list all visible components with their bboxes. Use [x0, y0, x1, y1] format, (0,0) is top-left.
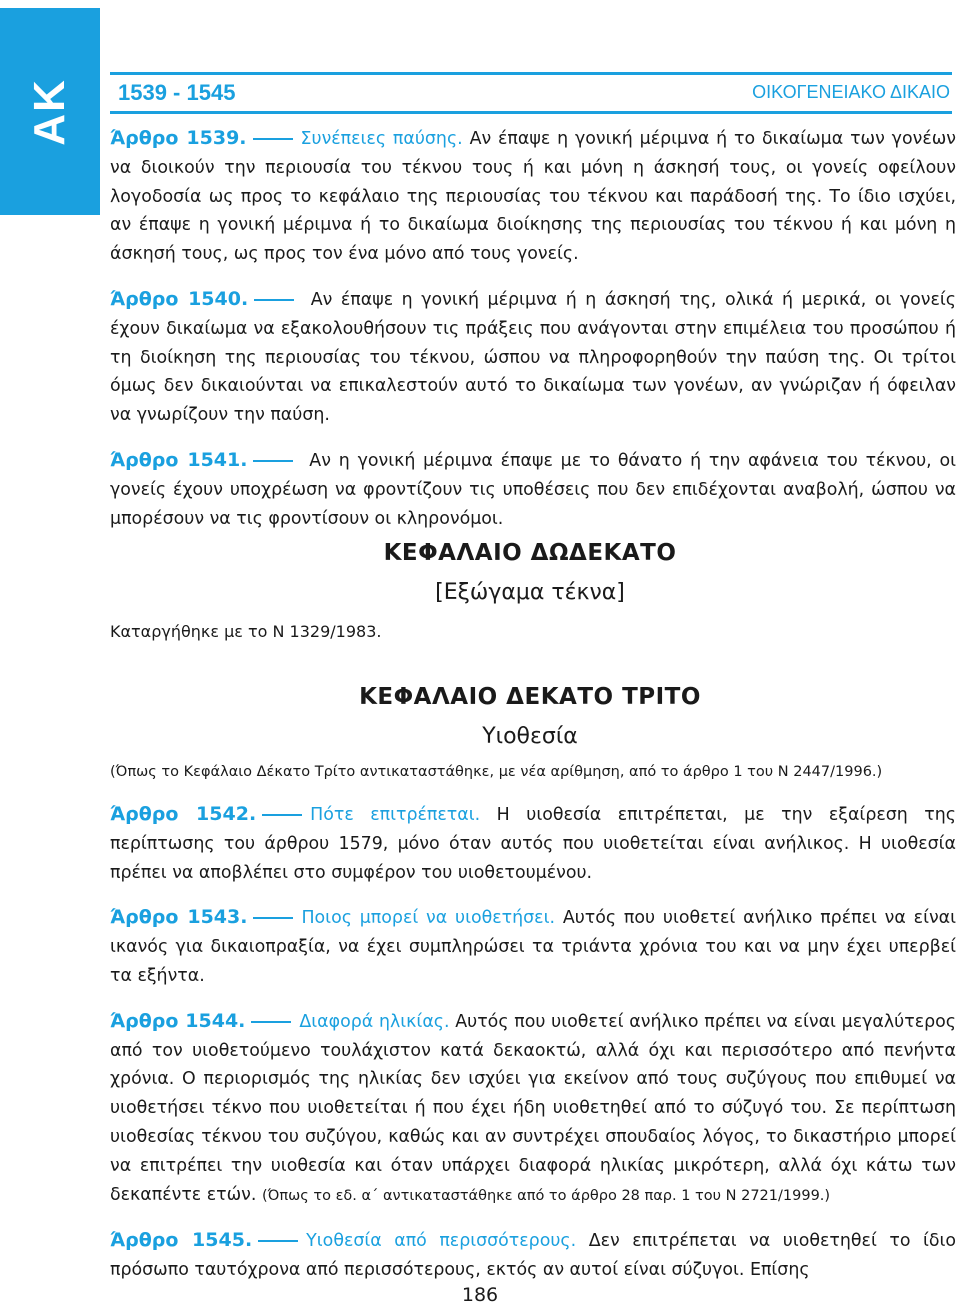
article-1539	[110, 124, 956, 269]
dash-rule	[253, 138, 293, 140]
articles-top	[110, 124, 956, 549]
article-text: Αν έπαψε η γονική μέριμνα ή το δικαίωμα των γονέων να διοικούν την περιουσία του τέκνου τους ή και μόνη η άσκησή τους, οι γονείς οφείλουν λογοδοσία ως προς το κεφάλαιο της περιουσίας του τέκνου και παράδοσή της. Το ίδιο ισχύει, αν έπαψε η γονική μέριμνα ή το δικαίωμα διοίκησης της περιουσίας του τέκνου ή και μόνη η άσκησή τους, ως προς τον ένα μόνο από τους γονείς.	[110, 129, 957, 265]
article-number: Άρθρο 1541.	[110, 448, 248, 471]
article-1545	[110, 1226, 956, 1285]
dash-rule	[253, 917, 293, 919]
article-text: Αν η γονική μέριμνα έπαψε με το θάνατο ή την αφάνεια του τέκνου, οι γονείς έχουν υποχρέωση να φροντίζουν τις υποθέσεις που δεν επιδέχονται αναβολή, ώσπου να μπορέσουν να τις φροντίσουν οι κληρονόμοι.	[110, 450, 957, 529]
article-number: Άρθρο 1545.	[110, 1229, 253, 1252]
page-number: 186	[461, 1284, 499, 1306]
section-tab-label: ΑΚ	[25, 77, 74, 146]
article-number: Άρθρο 1544.	[110, 1009, 246, 1032]
chapter-subtitle: Υιοθεσία	[482, 724, 578, 749]
section-tab	[0, 8, 100, 215]
section-title: ΟΙΚΟΓΕΝΕΙΑΚΟ ΔΙΚΑΙΟ	[752, 82, 950, 102]
article-text: Αυτός που υιοθετεί ανήλικο πρέπει να είναι ικανός για δικαιοπραξία, να έχει συμπληρώσει τα τριάντα χρόνια του και να μην έχει υπερβεί τα εξήντα.	[110, 908, 957, 986]
dash-rule	[253, 460, 293, 462]
article-text: Αν έπαψε η γονική μέριμνα ή η άσκησή της, ολικά ή μερικά, οι γονείς έχουν δικαίωμα να εξακολουθήσουν τις πράξεις που ανάγονται στην επιμέλεια του προσώπου ή τη διοίκηση της περιουσίας του τέκνου, ώσπου να πληροφορηθούν την παύση της. Οι τρίτοι όμως δεν δικαιούνται να επικαλεστούν αυτό το δικαίωμα των γονέων, αν γνώριζαν ή όφειλαν να γνωρίζουν την παύση.	[110, 289, 956, 426]
article-title: Υιοθεσία από περισσότερους.	[306, 1231, 577, 1252]
article-title: Ποιος μπορεί να υιοθετήσει.	[301, 908, 555, 929]
article-title: Διαφορά ηλικίας.	[299, 1011, 450, 1032]
dash-rule	[262, 814, 302, 816]
dash-rule	[251, 1021, 291, 1023]
article-1540	[110, 285, 956, 430]
article-text: Αυτός που υιοθετεί ανήλικο πρέπει να είναι μεγαλύτερος από τον υιοθετούμενο τουλάχιστον κατά δεκαοκτώ, αλλά όχι και περισσότερο από πενήντα χρόνια. Ο περιορισμός της ηλικίας δεν ισχύει για εκείνον από τους συζύγους που επιθυμεί να υιοθετήσει τέκνο που υιοθετείται ή που έχει ήδη υιοθετηθεί από το σύζυγό του. Σε περίπτωση υιοθεσίας τέκνου του συζύγου, καθώς και αν συντρέχει σπουδαίος λόγος, το δικαστήριο μπορεί να επιτρέπει την υιοθεσία και όταν υπάρχει διαφορά ηλικίας μικρότερη, αλλά όχι κάτω των δεκαπέντε ετών.	[110, 1011, 957, 1205]
article-number: Άρθρο 1539.	[110, 127, 247, 149]
chapter-amendment-note: (Όπως το Κεφάλαιο Δέκατο Τρίτο αντικαταστάθηκε, με νέα αρίθμηση, από το άρθρο 1 του Ν 2447/1996.)	[110, 764, 883, 780]
dash-rule	[254, 299, 294, 301]
amendment-note: (Όπως το εδ. α΄ αντικαταστάθηκε από το άρθρο 28 παρ. 1 του Ν 2721/1999.)	[261, 1187, 831, 1204]
repealed-note: Καταργήθηκε με το Ν 1329/1983.	[110, 622, 382, 641]
dash-rule	[258, 1240, 298, 1242]
article-text: Η υιοθεσία επιτρέπεται, με την εξαίρεση της περίπτωσης του άρθρου 1579, μόνο όταν αυτός που υιοθετείται είναι ανήλικος. Η υιοθεσία πρέπει να αποβλέπει στο συμφέρον του υιοθετουμένου.	[110, 805, 957, 883]
article-title: Πότε επιτρέπεται.	[310, 805, 481, 825]
article-number: Άρθρο 1540.	[110, 287, 249, 310]
article-1544	[110, 1007, 956, 1211]
chapter-title: ΚΕΦΑΛΑΙΟ ΔΕΚΑΤΟ ΤΡΙΤΟ	[359, 684, 701, 710]
chapter-subtitle: [Εξώγαμα τέκνα]	[435, 580, 625, 605]
article-number: Άρθρο 1542.	[110, 803, 257, 825]
article-title: Συνέπειες παύσης.	[300, 129, 463, 149]
chapter-twelve-heading	[380, 540, 680, 605]
article-text: Δεν επιτρέπεται να υιοθετηθεί το ίδιο πρόσωπο ταυτόχρονα από περισσότερους, εκτός αν αυτοί είναι σύζυγοι. Επίσης	[110, 1231, 957, 1281]
articles-bottom	[110, 800, 956, 1301]
article-range: 1539 - 1545	[118, 80, 236, 105]
chapter-thirteen-heading	[330, 684, 730, 749]
chapter-title: ΚΕΦΑΛΑΙΟ ΔΩΔΕΚΑΤΟ	[383, 540, 677, 566]
article-1542	[110, 800, 956, 887]
article-number: Άρθρο 1543.	[110, 906, 248, 929]
article-1541	[110, 446, 956, 533]
article-1543	[110, 903, 956, 990]
running-header	[110, 72, 952, 114]
